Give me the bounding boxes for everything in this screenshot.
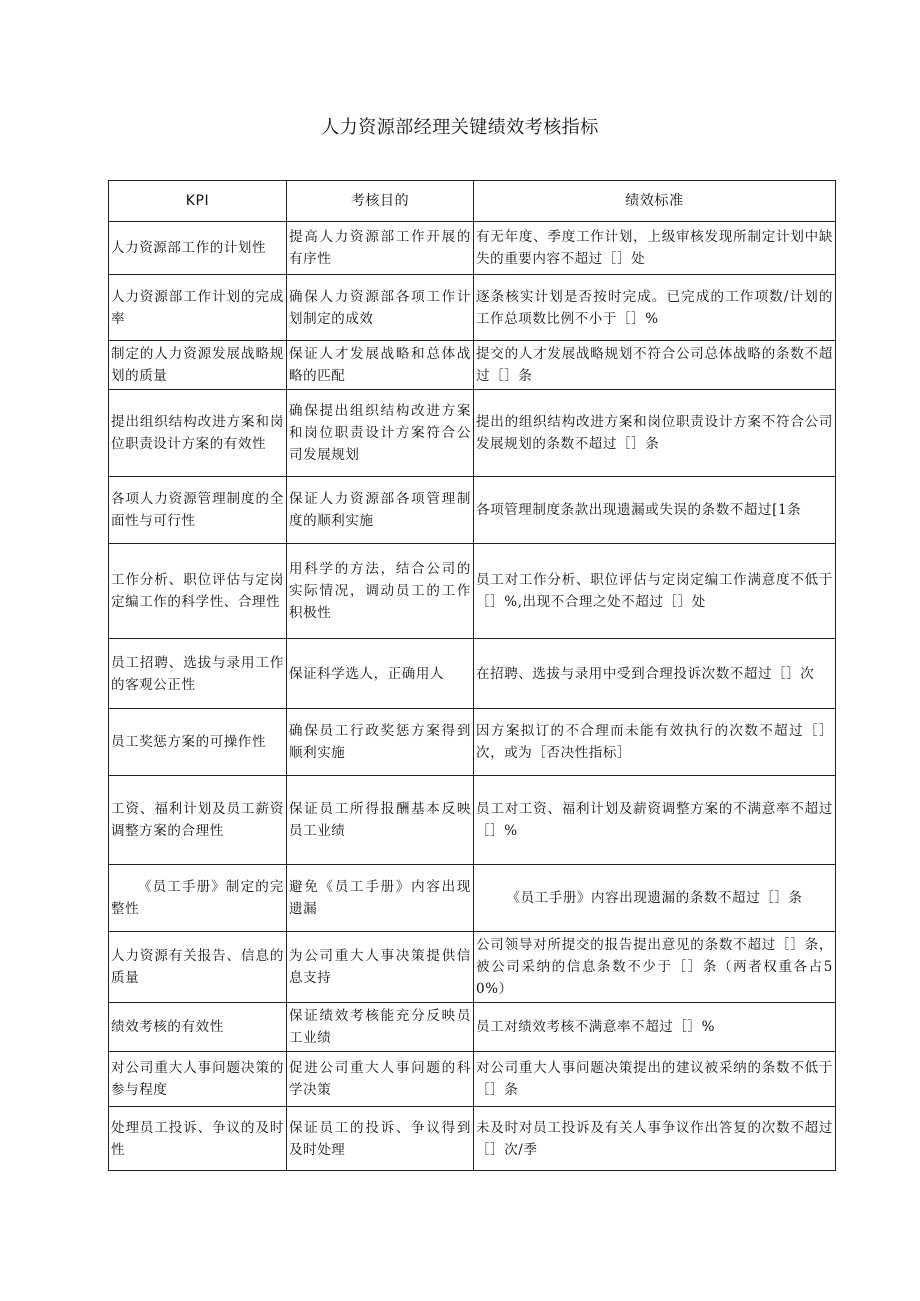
purpose-cell: 保证员工所得报酬基本反映员工业绩 [287, 776, 474, 865]
standard-cell: 公司领导对所提交的报告提出意见的条数不超过［］条，被公司采纳的信息条数不少于［］条（两者权重各占50%） [474, 932, 836, 1003]
column-header-purpose: 考核目的 [287, 181, 474, 222]
table-row [109, 275, 836, 341]
kpi-cell: 对公司重大人事问题决策的参与程度 [109, 1052, 287, 1107]
table-row [109, 390, 836, 477]
kpi-cell: 处理员工投诉、争议的及时性 [109, 1107, 287, 1171]
standard-cell: 有无年度、季度工作计划，上级审核发现所制定计划中缺失的重要内容不超过［］处 [474, 222, 836, 275]
kpi-cell: 《员工手册》制定的完整性 [109, 865, 287, 932]
purpose-cell: 为公司重大人事决策提供信息支持 [287, 932, 474, 1003]
purpose-cell: 提高人力资源部工作开展的有序性 [287, 222, 474, 275]
kpi-table [108, 180, 836, 1171]
kpi-cell: 员工招聘、选拔与录用工作的客观公正性 [109, 639, 287, 709]
column-header-standard: 绩效标准 [474, 181, 836, 222]
table-row [109, 544, 836, 639]
kpi-cell: 制定的人力资源发展战略规划的质量 [109, 341, 287, 390]
purpose-cell: 确保提出组织结构改进方案和岗位职责设计方案符合公司发展规划 [287, 390, 474, 477]
purpose-cell: 确保人力资源部各项工作计划制定的成效 [287, 275, 474, 341]
table-row [109, 1052, 836, 1107]
table-row [109, 477, 836, 544]
standard-cell: 逐条核实计划是否按时完成。已完成的工作项数/计划的工作总项数比例不小于［］% [474, 275, 836, 341]
standard-cell: 员工对工作分析、职位评估与定岗定编工作满意度不低于［］%,出现不合理之处不超过［］处 [474, 544, 836, 639]
standard-cell: 提交的人才发展战略规划不符合公司总体战略的条数不超过［］条 [474, 341, 836, 390]
kpi-cell: 工资、福利计划及员工薪资调整方案的合理性 [109, 776, 287, 865]
standard-cell: 员工对绩效考核不满意率不超过［］% [474, 1003, 836, 1052]
column-header-kpi: KPI [109, 181, 287, 222]
purpose-cell: 确保员工行政奖惩方案得到顺利实施 [287, 709, 474, 776]
table-row [109, 776, 836, 865]
table-row [109, 865, 836, 932]
table-row [109, 1003, 836, 1052]
kpi-cell: 人力资源部工作的计划性 [109, 222, 287, 275]
kpi-cell: 各项人力资源管理制度的全面性与可行性 [109, 477, 287, 544]
table-header-row [109, 181, 836, 222]
kpi-cell: 人力资源部工作计划的完成率 [109, 275, 287, 341]
page-title: 人力资源部经理关键绩效考核指标 [321, 117, 599, 138]
purpose-cell: 保证员工的投诉、争议得到及时处理 [287, 1107, 474, 1171]
standard-cell: 《员工手册》内容出现遗漏的条数不超过［］条 [474, 865, 836, 932]
table-row [109, 932, 836, 1003]
purpose-cell: 促进公司重大人事问题的科学决策 [287, 1052, 474, 1107]
table-row [109, 222, 836, 275]
purpose-cell: 保证绩效考核能充分反映员工业绩 [287, 1003, 474, 1052]
kpi-cell: 人力资源有关报告、信息的质量 [109, 932, 287, 1003]
purpose-cell: 保证人才发展战略和总体战略的匹配 [287, 341, 474, 390]
kpi-cell: 工作分析、职位评估与定岗定编工作的科学性、合理性 [109, 544, 287, 639]
standard-cell: 未及时对员工投诉及有关人事争议作出答复的次数不超过［］次/季 [474, 1107, 836, 1171]
purpose-cell: 保证人力资源部各项管理制度的顺利实施 [287, 477, 474, 544]
standard-cell: 提出的组织结构改进方案和岗位职责设计方案不符合公司发展规划的条数不超过［］条 [474, 390, 836, 477]
table-row [109, 341, 836, 390]
standard-cell: 对公司重大人事问题决策提出的建议被采纳的条数不低于［］条 [474, 1052, 836, 1107]
kpi-cell: 绩效考核的有效性 [109, 1003, 287, 1052]
table-row [109, 1107, 836, 1171]
kpi-cell: 提出组织结构改进方案和岗位职责设计方案的有效性 [109, 390, 287, 477]
standard-cell: 各项管理制度条款出现遗漏或失误的条数不超过[1条 [474, 477, 836, 544]
standard-cell: 因方案拟订的不合理而未能有效执行的次数不超过［］次，或为［否决性指标］ [474, 709, 836, 776]
table-row [109, 709, 836, 776]
purpose-cell: 避免《员工手册》内容出现遗漏 [287, 865, 474, 932]
standard-cell: 在招聘、选拔与录用中受到合理投诉次数不超过［］次 [474, 639, 836, 709]
purpose-cell: 用科学的方法，结合公司的实际情况，调动员工的工作积极性 [287, 544, 474, 639]
kpi-cell: 员工奖惩方案的可操作性 [109, 709, 287, 776]
purpose-cell: 保证科学选人，正确用人 [287, 639, 474, 709]
standard-cell: 员工对工资、福利计划及薪资调整方案的不满意率不超过［］% [474, 776, 836, 865]
table-row [109, 639, 836, 709]
